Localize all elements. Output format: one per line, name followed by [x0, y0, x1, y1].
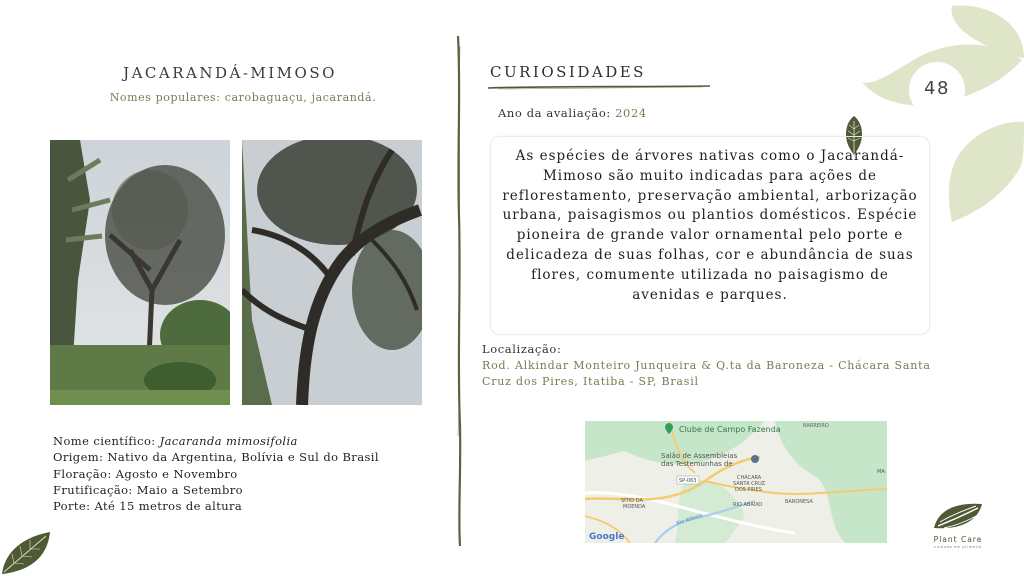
scientific-name-value: Jacaranda mimosifolia	[159, 434, 298, 448]
leaf-corner-icon	[0, 530, 52, 576]
map-label-salao-1: Salão de Assembleias	[661, 452, 738, 460]
tree-photo-2	[242, 140, 422, 405]
map-label-sitio-1: SÍTIO DA	[621, 498, 643, 504]
curiosities-box	[490, 136, 930, 335]
species-info	[53, 433, 413, 514]
scientific-name-label: Nome científico:	[53, 434, 160, 448]
map-label-chacara-1: CHÁCARA	[737, 475, 762, 481]
logo-leaf-icon	[932, 500, 984, 532]
map-label-chacara-3: DOS PIRES	[735, 487, 762, 493]
map-label-chacara-2: SANTA CRUZ	[733, 481, 766, 487]
map-label-rio: Rio Atibaia	[675, 512, 704, 527]
plant-care-logo	[918, 500, 998, 552]
flowering-row: Floração: Agosto e Novembro	[53, 466, 238, 481]
curiosities-text: As espécies de árvores nativas como o Jacarandá-Mimoso são muito indicadas para ações de reflorestamento, preservação ambiental, arborização urbana, paisagismos ou plantios domésticos. Espécie pioneira de grande valor ornamental pelo porte e delicadeza de suas folhas, cor e abundância de suas flores, comumente utilizada no paisagismo de avenidas e parques.	[502, 148, 918, 303]
map-label-salao-2: das Testemunhas de	[661, 460, 733, 468]
map-label-clube: Clube de Campo Fazenda	[679, 425, 781, 434]
location-value: Rod. Alkindar Monteiro Junqueira & Q.ta da Baroneza - Chácara Santa Cruz dos Pires, Itatiba - SP, Brasil	[482, 359, 931, 388]
google-logo: Google	[589, 532, 625, 542]
popular-names: Nomes populares: carobaguaçu, jacarandá.	[109, 91, 377, 104]
logo-tagline: cuidado em primeiro	[934, 545, 982, 549]
map-label-sitio-2: MOENDA	[623, 504, 646, 510]
year-value: 2024	[615, 106, 647, 120]
page-title: JACARANDÁ-MIMOSO	[123, 64, 337, 82]
map-label-edge: MA	[877, 469, 885, 475]
tree-photo-1	[50, 140, 230, 405]
logo-name: Plant Care	[933, 535, 983, 544]
curiosities-title: CURIOSIDADES	[490, 63, 646, 81]
location-map[interactable]	[585, 421, 887, 543]
fruiting-row: Frutificação: Maio a Setembro	[53, 482, 243, 497]
map-label-sp: SP-063	[679, 478, 697, 484]
page-number: 48	[924, 78, 950, 99]
map-label-barreiro: BARREIRO	[803, 423, 829, 429]
page-number-badge	[909, 62, 965, 118]
column-divider	[452, 36, 466, 546]
origin-row: Origem: Nativo da Argentina, Bolívia e Sul do Brasil	[53, 450, 379, 465]
map-label-rio-abaixo: RIO ABAIXO	[733, 502, 763, 508]
title-underline	[488, 82, 710, 92]
year-label: Ano da avaliação:	[498, 106, 616, 120]
location-label: Localização:	[482, 342, 562, 356]
evaluation-year	[498, 106, 647, 120]
scientific-name-row	[53, 433, 413, 449]
map-label-baronesa: BARONESA	[785, 499, 813, 505]
size-row: Porte: Até 15 metros de altura	[53, 499, 243, 514]
